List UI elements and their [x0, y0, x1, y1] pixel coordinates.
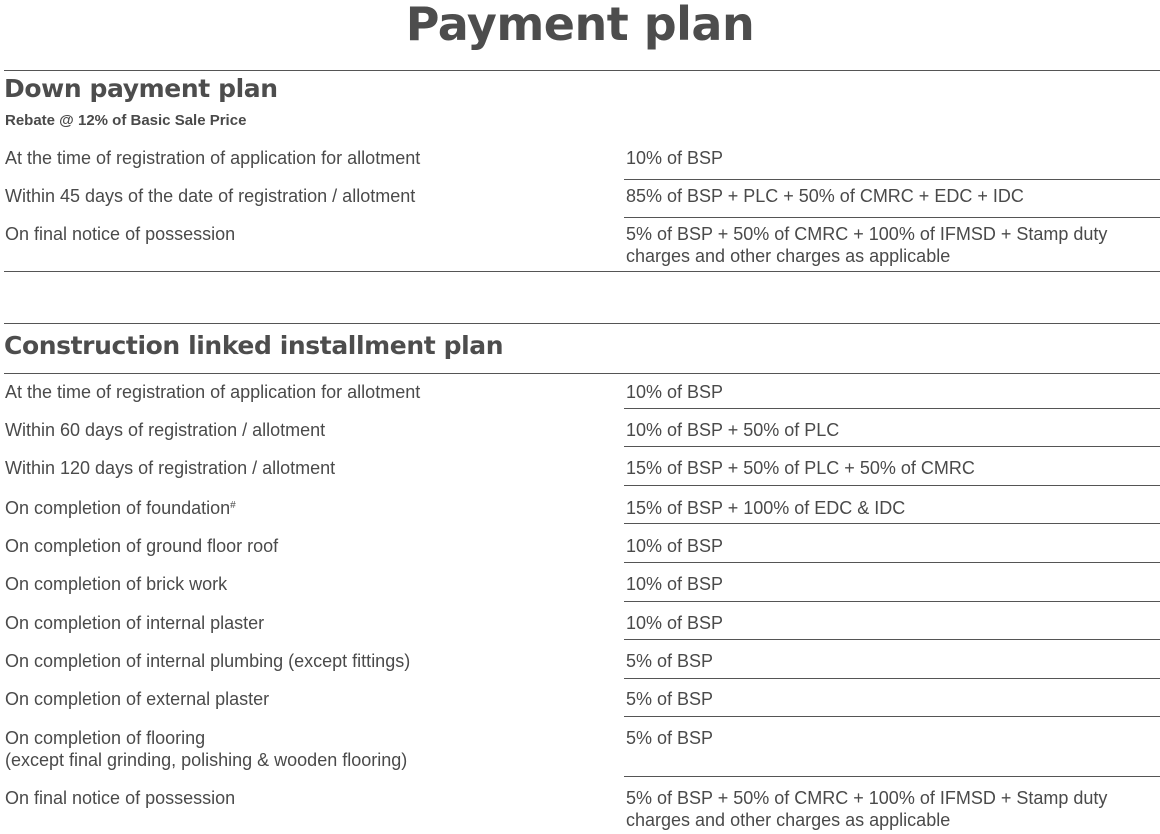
amount-value	[626, 223, 1160, 267]
row-divider	[624, 408, 1160, 409]
row-divider	[624, 217, 1160, 218]
amount-value: 10% of BSP	[626, 613, 724, 633]
amount-value: 85% of BSP + PLC + 50% of CMRC + EDC + IDC	[626, 186, 1024, 206]
section-top-rule	[4, 323, 1160, 324]
amount-line-2: charges and other charges as applicable	[626, 810, 951, 830]
amount-value: 10% of BSP	[626, 574, 724, 594]
row-divider	[624, 716, 1160, 717]
stage-label: On completion of external plaster	[5, 689, 270, 709]
amount-value: 10% of BSP	[626, 382, 724, 402]
stage-line-1: On completion of flooring	[5, 728, 206, 748]
amount-value: 5% of BSP	[626, 689, 714, 709]
footnote-mark: #	[230, 500, 236, 511]
section-bottom-rule	[4, 271, 1160, 272]
amount-value: 15% of BSP + 50% of PLC + 50% of CMRC	[626, 458, 975, 478]
amount-value	[626, 787, 1160, 831]
stage-label: On completion of ground floor roof	[5, 536, 279, 556]
down-payment-heading: Down payment plan	[4, 74, 278, 103]
stage-label: Within 45 days of the date of registration / allotment	[5, 186, 416, 206]
stage-label: On completion of brick work	[5, 574, 228, 594]
section-top-rule	[4, 70, 1160, 71]
row-divider	[624, 776, 1160, 777]
down-payment-subheading: Rebate @ 12% of Basic Sale Price	[5, 112, 247, 129]
amount-line-2: charges and other charges as applicable	[626, 246, 951, 266]
amount-line-1: 5% of BSP + 50% of CMRC + 100% of IFMSD + Stamp duty	[626, 224, 1108, 244]
stage-label: On completion of internal plaster	[5, 613, 265, 633]
stage-label: On final notice of possession	[5, 788, 236, 808]
stage-line-2: (except final grinding, polishing & wooden flooring)	[5, 750, 408, 770]
row-divider	[624, 485, 1160, 486]
stage-label: At the time of registration of application for allotment	[5, 148, 421, 168]
amount-value: 10% of BSP	[626, 148, 724, 168]
stage-label: Within 120 days of registration / allotment	[5, 458, 336, 478]
amount-value: 10% of BSP + 50% of PLC	[626, 420, 840, 440]
row-divider	[624, 446, 1160, 447]
heading-rule	[4, 373, 1160, 374]
row-divider	[624, 601, 1160, 602]
row-divider	[624, 179, 1160, 180]
row-divider	[624, 639, 1160, 640]
row-divider	[624, 523, 1160, 524]
stage-label: At the time of registration of application for allotment	[5, 382, 421, 402]
row-divider	[624, 562, 1160, 563]
stage-label	[5, 727, 605, 771]
amount-value: 10% of BSP	[626, 536, 724, 556]
stage-label: On final notice of possession	[5, 224, 236, 244]
stage-text: On completion of foundation	[5, 498, 231, 518]
amount-value: 15% of BSP + 100% of EDC & IDC	[626, 498, 906, 518]
amount-value: 5% of BSP	[626, 728, 714, 748]
row-divider	[624, 678, 1160, 679]
amount-value: 5% of BSP	[626, 651, 714, 671]
stage-label: Within 60 days of registration / allotment	[5, 420, 326, 440]
stage-label	[5, 497, 605, 519]
stage-label: On completion of internal plumbing (except fittings)	[5, 651, 411, 671]
amount-line-1: 5% of BSP + 50% of CMRC + 100% of IFMSD + Stamp duty	[626, 788, 1108, 808]
construction-heading: Construction linked installment plan	[4, 331, 504, 360]
page-title: Payment plan	[405, 0, 755, 51]
